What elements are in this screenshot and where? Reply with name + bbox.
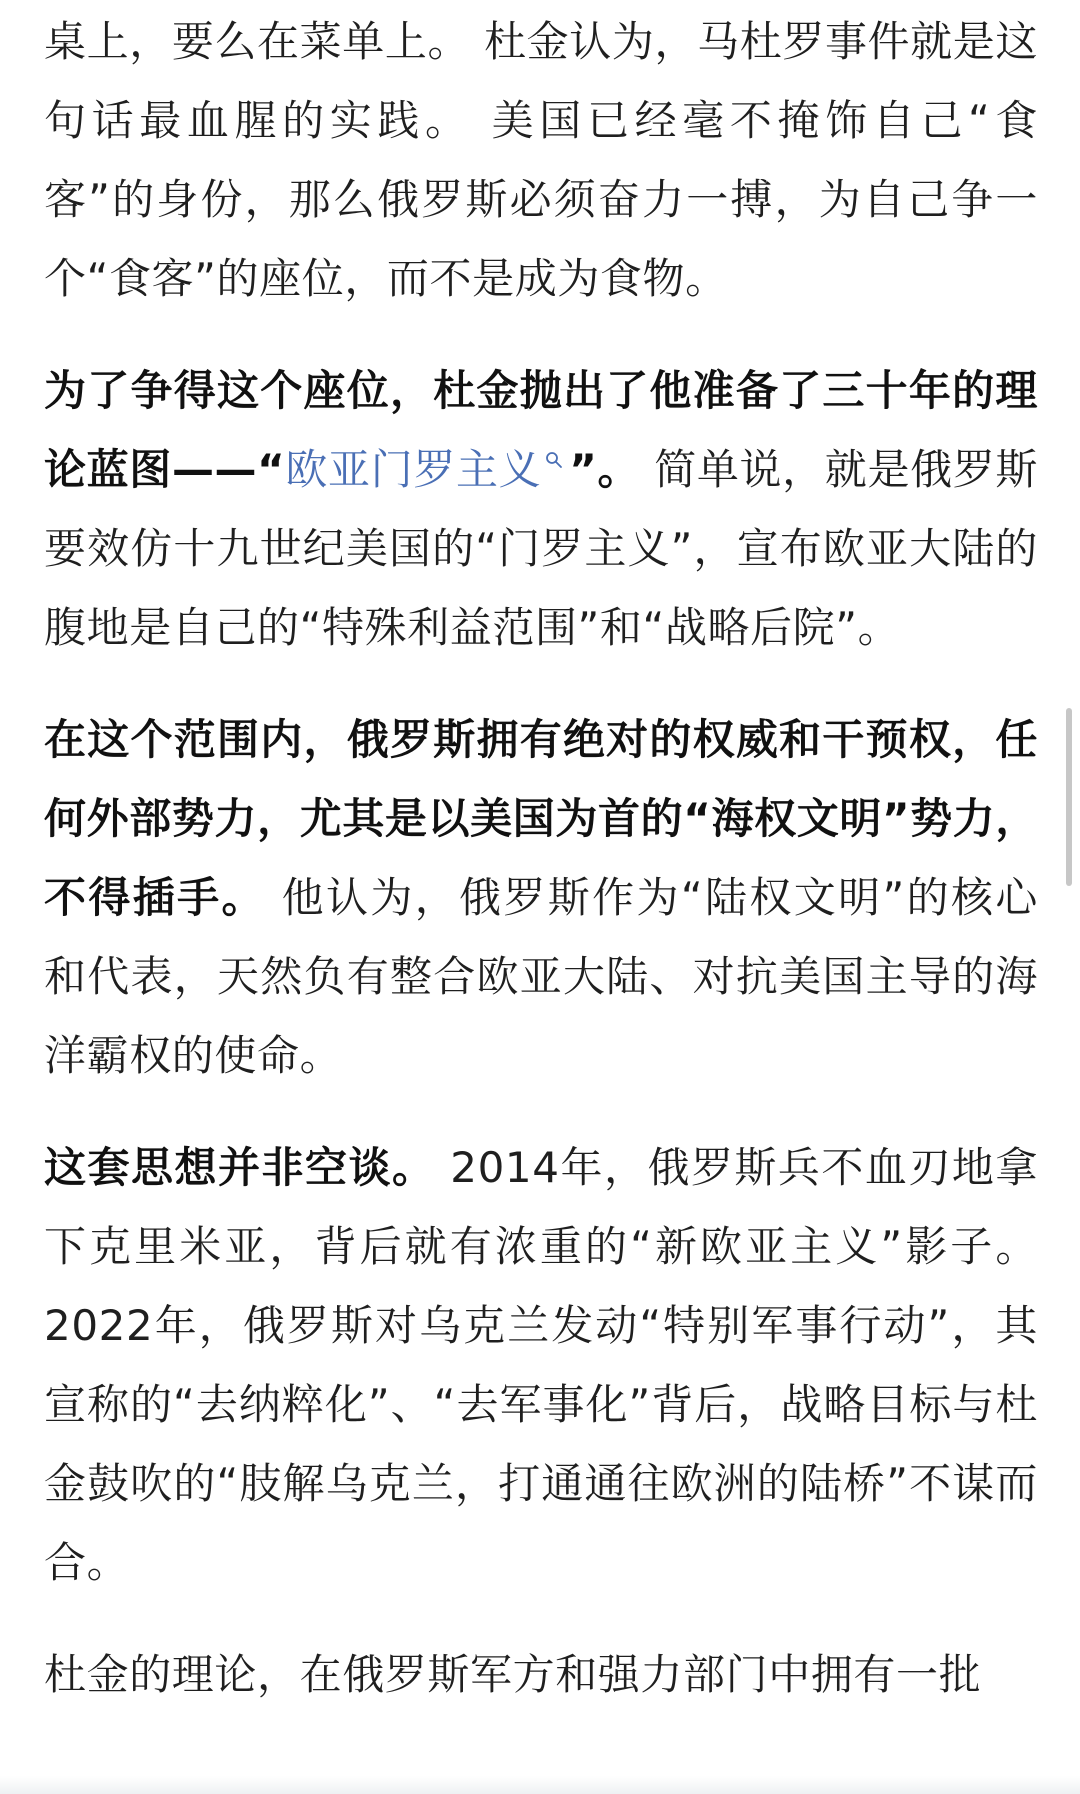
paragraph-1: [44, 2, 1038, 318]
paragraph-3: [44, 700, 1038, 1095]
paragraph-2-text: 简单说，就是俄罗斯要效仿十九世纪美国的“门罗主义”，宣布欧亚大陆的腹地是自己的“特殊利益范围”和“战略后院”。: [44, 445, 1038, 652]
paragraph-3-text: 他认为，俄罗斯作为“陆权文明”的核心和代表，天然负有整合欧亚大陆、对抗美国主导的海洋霸权的使命。: [44, 873, 1038, 1080]
paragraph-4-bold: 这套思想并非空谈。: [44, 1143, 436, 1192]
paragraph-1-text: 桌上，要么在菜单上。 杜金认为，马杜罗事件就是这句话最血腥的实践。 美国已经毫不掩饰自己“食客”的身份，那么俄罗斯必须奋力一搏，为自己争一个“食客”的座位，而不是成为食物。: [44, 17, 1038, 303]
search-icon[interactable]: [545, 451, 563, 469]
paragraph-4-text: 2014年，俄罗斯兵不血刃地拿下克里米亚，背后就有浓重的“新欧亚主义”影子。 2022年，俄罗斯对乌克兰发动“特别军事行动”，其宣称的“去纳粹化”、“去军事化”背后，战略目标与杜金鼓吹的“肢解乌克兰，打通通往欧洲的陆桥”不谋而合。: [44, 1143, 1038, 1587]
bottom-fade: [0, 1776, 1080, 1794]
article-body: [44, 0, 1038, 1747]
paragraph-5-text: 杜金的理论，在俄罗斯军方和强力部门中拥有一批: [44, 1650, 982, 1699]
paragraph-2: [44, 351, 1038, 667]
term-link-eurasian-monroe-doctrine[interactable]: 欧亚门罗主义: [285, 445, 542, 494]
paragraph-2-bold-lead: 为了争得这个座位，杜金抛出了他准备了三十年的理论蓝图——“: [44, 366, 1038, 494]
paragraph-4: [44, 1128, 1038, 1602]
scrollbar-thumb[interactable]: [1066, 708, 1072, 886]
paragraph-5: [44, 1635, 1038, 1714]
paragraph-2-bold-close: ”。: [569, 445, 641, 494]
paragraph-3-bold: 在这个范围内，俄罗斯拥有绝对的权威和干预权，任何外部势力，尤其是以美国为首的“海权文明”势力，不得插手。: [44, 715, 1038, 922]
